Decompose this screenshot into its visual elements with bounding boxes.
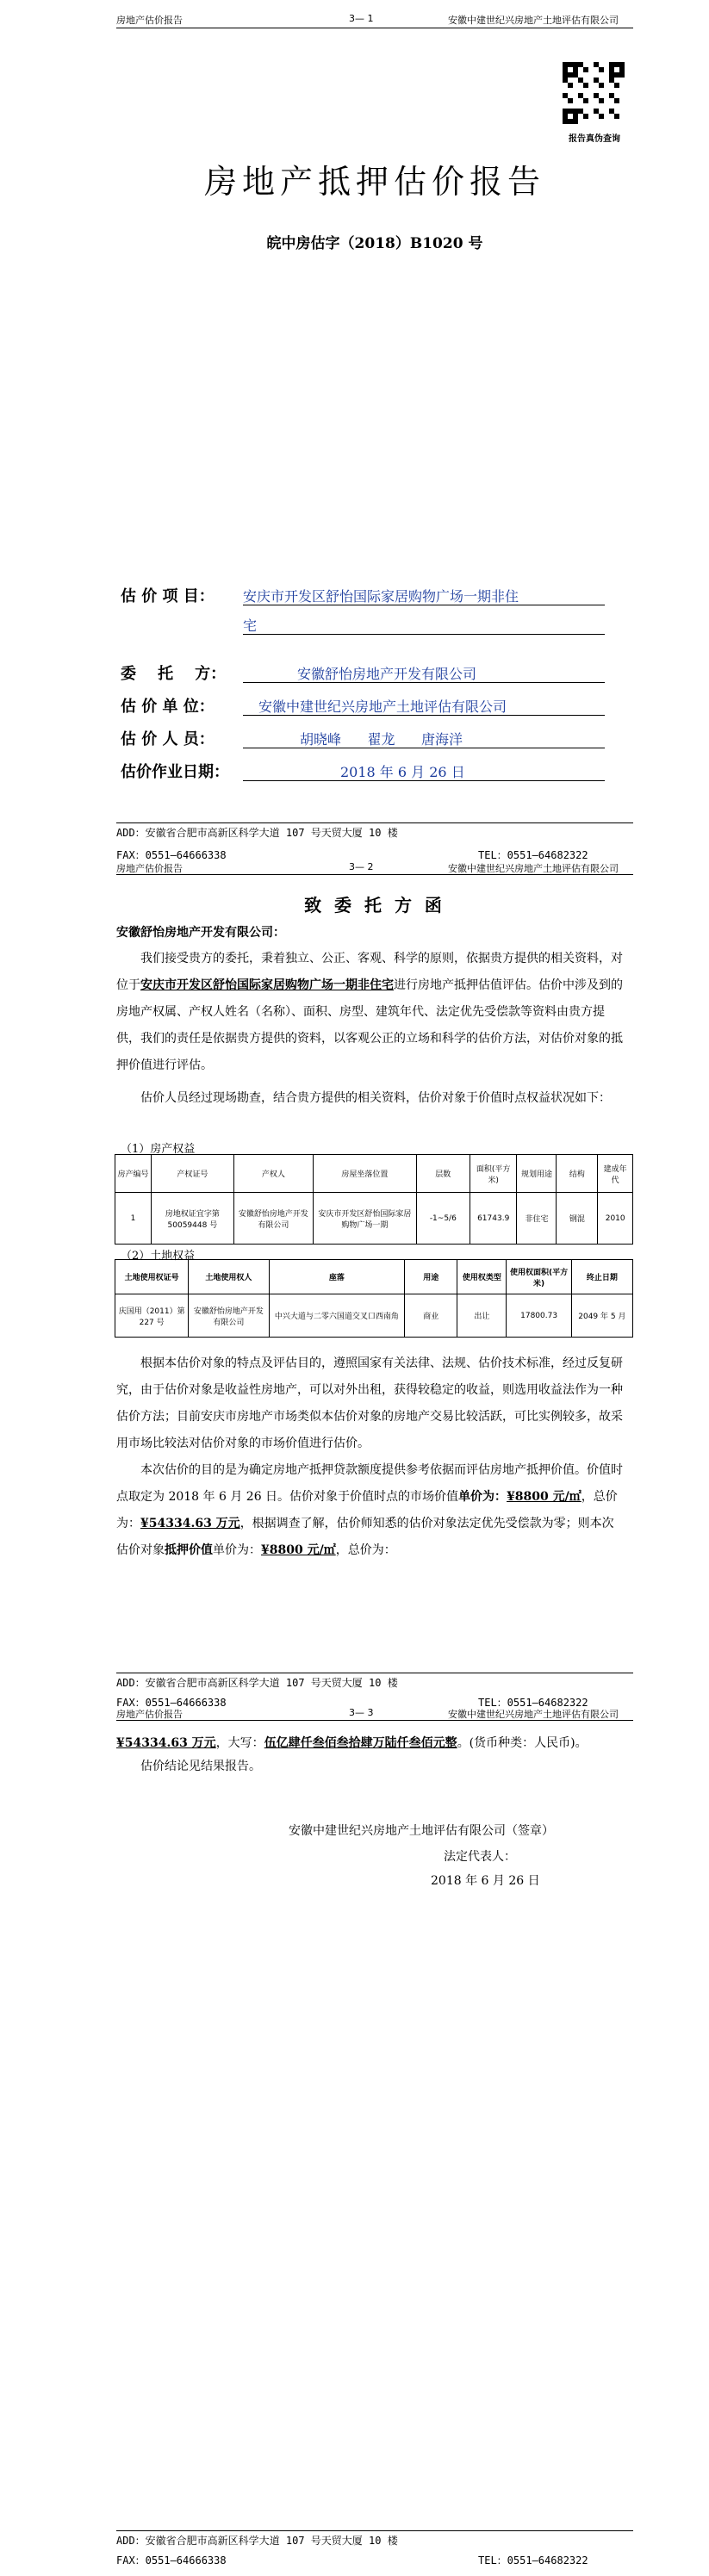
field-value-project-cont: 宅 bbox=[243, 618, 258, 634]
table-cell: 2049 年 5 月 bbox=[571, 1294, 632, 1338]
table-cell: 1 bbox=[115, 1193, 152, 1245]
table-header-cell: 产权人 bbox=[233, 1155, 313, 1193]
text-run: 进行房地产抵押估值评估。估价中涉及到的房地产权属、产权人姓名（名称）、面积、房型、建筑年代、法定优先受偿款等资料由贵方提供，我们的责任是依据贵方提供的资料，以客观公正的立场和科学的估价方法，对估价对象的抵押价值进行评估。 bbox=[116, 978, 623, 1072]
page3-header-right: 安徽中建世纪兴房地产土地评估有限公司 bbox=[448, 1709, 619, 1720]
total-in-words: 伍亿肆仟叁佰叁拾肆万陆仟叁佰元整 bbox=[264, 1736, 457, 1750]
table-row bbox=[115, 1193, 633, 1245]
page3-header-left: 房地产估价报告 bbox=[116, 1709, 183, 1720]
text-run: ，大写： bbox=[215, 1736, 264, 1750]
text-run: 抵押价值 bbox=[165, 1543, 213, 1557]
footer-rule bbox=[116, 2530, 633, 2531]
table-cell: 安徽舒怡房地产开发有限公司 bbox=[233, 1193, 313, 1245]
text-run: 单价为： bbox=[458, 1490, 507, 1504]
table-row bbox=[115, 1294, 633, 1338]
field-underline bbox=[243, 682, 605, 683]
header-rule bbox=[116, 874, 633, 875]
field-underline bbox=[243, 780, 605, 781]
table-header-cell: 座落 bbox=[269, 1260, 405, 1294]
page2-header-left: 房地产估价报告 bbox=[116, 863, 183, 874]
field-label-appraisers: 估 价 人 员： bbox=[121, 730, 215, 748]
signature-representative: 法定代表人： bbox=[444, 1850, 516, 1864]
table-cell: 商业 bbox=[405, 1294, 457, 1338]
letter-paragraph-3: 根据本估价对象的特点及评估目的，遵照国家有关法律、法规、估价技术标准，经过反复研究，由于估价对象是收益性房地产，可以对外出租，获得较稳定的收益，则选用收益法作为一种估价方法；目前安庆市房地产市场类似本估价对象的房地产交易比较活跃，可比实例较多，故采用市场比较法对估价对象的市场价值进行估价。 bbox=[116, 1356, 623, 1450]
field-label-date: 估价作业日期： bbox=[121, 763, 229, 781]
letter-title: 致 委 托 方 函 bbox=[304, 895, 445, 916]
field-value-date: 2018 年 6 月 26 日 bbox=[340, 764, 465, 780]
table-header-row bbox=[115, 1260, 633, 1294]
table-header-cell: 结构 bbox=[557, 1155, 598, 1193]
footer-fax: FAX：0551—64666338 bbox=[116, 2554, 227, 2567]
letter-paragraph-2: 估价人员经过现场勘查，结合贵方提供的相关资料，估价对象于价值时点权益状况如下： bbox=[140, 1091, 611, 1105]
page1-header-page: 3— 1 bbox=[349, 13, 374, 24]
table-cell: 庆国用（2011）第 227 号 bbox=[115, 1294, 189, 1338]
letter-paragraph-1 bbox=[116, 946, 625, 1083]
table-cell: -1~5/6 bbox=[416, 1193, 470, 1245]
land-rights-table bbox=[115, 1259, 633, 1338]
table-cell: 出让 bbox=[457, 1294, 507, 1338]
field-value-appraiser-org: 安徽中建世纪兴房地产土地评估有限公司 bbox=[258, 698, 507, 715]
table-cell: 钢混 bbox=[557, 1193, 598, 1245]
mortgage-unit-price: ¥8800 元/㎡ bbox=[261, 1543, 336, 1557]
text-run: ，总价为： bbox=[116, 1490, 618, 1530]
property-location: 安庆市开发区舒怡国际家居购物广场一期非住宅 bbox=[140, 978, 394, 992]
table-header-cell: 使用权面积(平方米) bbox=[507, 1260, 571, 1294]
footer-address: ADD：安徽省合肥市高新区科学大道 107 号天贸大厦 10 楼 bbox=[116, 1677, 398, 1689]
footer-fax: FAX：0551—64666338 bbox=[116, 849, 227, 861]
qr-code-icon[interactable] bbox=[563, 62, 625, 124]
subtitle-land: （2）土地权益 bbox=[121, 1250, 196, 1263]
footer-rule bbox=[116, 822, 633, 823]
conclusion-line bbox=[116, 1731, 588, 1755]
subtitle-house: （1）房产权益 bbox=[121, 1143, 196, 1156]
table-header-cell: 使用权类型 bbox=[457, 1260, 507, 1294]
table-header-cell: 层数 bbox=[416, 1155, 470, 1193]
field-underline bbox=[243, 634, 605, 635]
table-header-cell: 产权证号 bbox=[152, 1155, 234, 1193]
table-cell: 安徽舒怡房地产开发有限公司 bbox=[189, 1294, 269, 1338]
table-cell: 中兴大道与二零六国道交叉口西南角 bbox=[269, 1294, 405, 1338]
table-header-cell: 土地使用权人 bbox=[189, 1260, 269, 1294]
text-run: 。(货币种类：人民币)。 bbox=[457, 1736, 588, 1750]
footer-address: ADD：安徽省合肥市高新区科学大道 107 号天贸大厦 10 楼 bbox=[116, 827, 398, 839]
conclusion-detail: 估价结论见结果报告。 bbox=[140, 1760, 261, 1773]
table-header-cell: 用途 bbox=[405, 1260, 457, 1294]
text-run: 单价为： bbox=[213, 1543, 261, 1557]
field-value-appraisers: 胡晓峰 翟龙 唐海洋 bbox=[300, 731, 463, 748]
letter-addressee: 安徽舒怡房地产开发有限公司： bbox=[116, 926, 285, 940]
report-number: 皖中房估字（2018）B1020 号 bbox=[266, 235, 483, 252]
table-cell: 安庆市开发区舒怡国际家居购物广场一期 bbox=[314, 1193, 417, 1245]
table-header-cell: 终止日期 bbox=[571, 1260, 632, 1294]
house-rights-table bbox=[115, 1154, 633, 1245]
field-value-client: 安徽舒怡房地产开发有限公司 bbox=[297, 666, 477, 682]
footer-tel: TEL：0551—64682322 bbox=[478, 1697, 588, 1709]
field-underline bbox=[243, 715, 605, 716]
market-total-price: ¥54334.63 万元 bbox=[140, 1517, 240, 1530]
table-cell: 2010 bbox=[598, 1193, 633, 1245]
page2-header-page: 3— 2 bbox=[349, 861, 374, 872]
page2-header-right: 安徽中建世纪兴房地产土地评估有限公司 bbox=[448, 863, 619, 874]
text-run: 我们接受贵方的委托，秉着独立、公正、客观、科学的原则，依据贵方提供的相关资料，对位于 bbox=[116, 952, 623, 992]
text-run: ，根据调查了解，估价师知悉的估价对象法定优先受偿款为零；则本次估价对象 bbox=[116, 1517, 614, 1557]
letter-paragraph-4 bbox=[116, 1457, 625, 1569]
market-unit-price: ¥8800 元/㎡ bbox=[507, 1490, 582, 1504]
table-cell: 非住宅 bbox=[517, 1193, 557, 1245]
field-label-client: 委 托 方： bbox=[121, 665, 227, 683]
signature-company: 安徽中建世纪兴房地产土地评估有限公司（签章） bbox=[289, 1824, 554, 1838]
table-header-row bbox=[115, 1155, 633, 1193]
report-title: 房地产抵押估价报告 bbox=[203, 163, 545, 201]
qr-caption: 报告真伪查询 bbox=[569, 134, 620, 144]
field-label-project: 估 价 项 目： bbox=[121, 587, 215, 605]
footer-fax: FAX：0551—64666338 bbox=[116, 1697, 227, 1709]
table-cell: 61743.9 bbox=[470, 1193, 517, 1245]
table-header-cell: 房屋坐落位置 bbox=[314, 1155, 417, 1193]
signature-date: 2018 年 6 月 26 日 bbox=[431, 1874, 540, 1888]
page1-header-left: 房地产估价报告 bbox=[116, 15, 183, 26]
field-value-project: 安庆市开发区舒怡国际家居购物广场一期非住 bbox=[243, 588, 519, 605]
table-header-cell: 建成年代 bbox=[598, 1155, 633, 1193]
mortgage-total-price: ¥54334.63 万元 bbox=[116, 1736, 216, 1750]
field-label-appraiser-org: 估 价 单 位： bbox=[121, 698, 215, 716]
table-header-cell: 房产编号 bbox=[115, 1155, 152, 1193]
text-run: 本次估价的目的是为确定房地产抵押贷款额度提供参考依据而评估房地产抵押价值。价值时点取定为 2018 年 6 月 26 日。估价对象于价值时点的市场价值 bbox=[116, 1463, 623, 1504]
table-cell: 17800.73 bbox=[507, 1294, 571, 1338]
table-header-cell: 土地使用权证号 bbox=[115, 1260, 189, 1294]
page3-header-page: 3— 3 bbox=[349, 1707, 374, 1718]
table-cell: 房地权证宜字第50059448 号 bbox=[152, 1193, 234, 1245]
footer-tel: TEL：0551—64682322 bbox=[478, 849, 588, 861]
table-header-cell: 面积(平方米) bbox=[470, 1155, 517, 1193]
footer-tel: TEL：0551—64682322 bbox=[478, 2554, 588, 2567]
footer-address: ADD：安徽省合肥市高新区科学大道 107 号天贸大厦 10 楼 bbox=[116, 2535, 398, 2547]
header-rule bbox=[116, 1720, 633, 1721]
text-run: ，总价为： bbox=[335, 1543, 396, 1557]
table-header-cell: 规划用途 bbox=[517, 1155, 557, 1193]
page1-header-right: 安徽中建世纪兴房地产土地评估有限公司 bbox=[448, 15, 619, 26]
